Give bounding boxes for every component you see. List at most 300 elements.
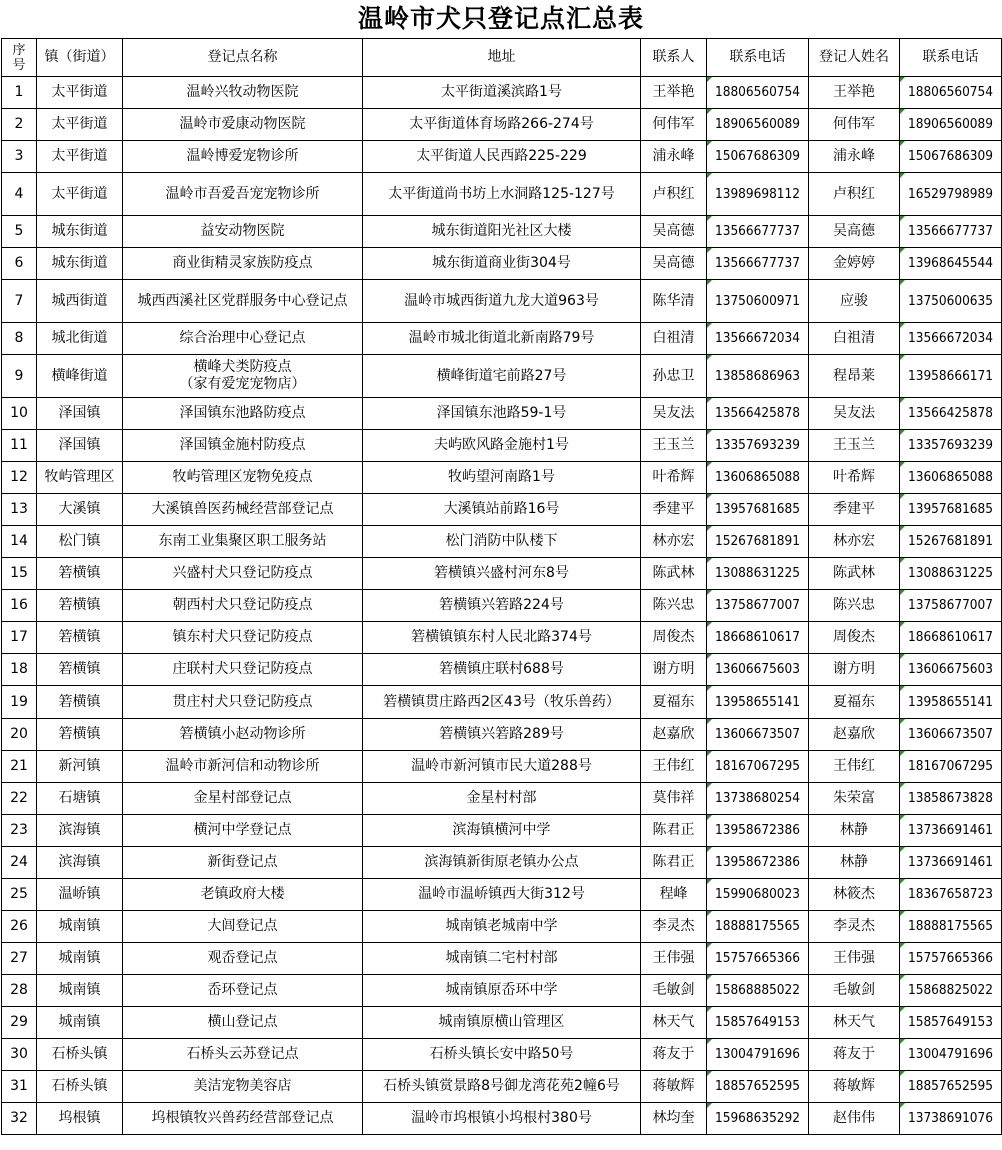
registrar-name-cell: 赵伟伟 [809,1103,900,1135]
registrar-phone-cell: 18367658723 [900,879,1002,911]
seq-cell: 1 [2,77,37,109]
registrar-phone-cell: 15267681891 [900,526,1002,558]
contact-phone-cell: 13088631225 [707,558,809,590]
registrar-phone-cell: 15857649153 [900,1007,1002,1039]
address-cell: 箬横镇庄联村688号 [363,654,641,686]
address-cell: 石桥头镇长安中路50号 [363,1039,641,1071]
table-row [2,248,1002,280]
town-cell: 坞根镇 [37,1103,123,1135]
registrar-name-cell: 王伟红 [809,751,900,783]
site-name-cell: 贯庄村犬只登记防疫点 [123,686,363,719]
table-row [2,430,1002,462]
site-name-cell: 横山登记点 [123,1007,363,1039]
town-cell: 城北街道 [37,323,123,355]
site-name-cell: 朝西村犬只登记防疫点 [123,590,363,622]
town-cell: 石桥头镇 [37,1071,123,1103]
contact-cell: 夏福东 [641,686,707,719]
site-name-cell: 横河中学登记点 [123,815,363,847]
address-cell: 太平街道溪滨路1号 [363,77,641,109]
contact-phone-cell: 13566677737 [707,216,809,248]
contact-phone-cell: 13989698112 [707,173,809,216]
registrar-phone-cell: 13357693239 [900,430,1002,462]
address-cell: 温岭市坞根镇小坞根村380号 [363,1103,641,1135]
contact-phone-cell: 15067686309 [707,141,809,173]
town-cell: 城南镇 [37,943,123,975]
table-row [2,1071,1002,1103]
header-row [2,39,1002,77]
contact-phone-cell: 13750600971 [707,280,809,323]
registrar-phone-cell: 13958655141 [900,686,1002,719]
contact-phone-cell: 13958672386 [707,847,809,879]
seq-cell: 16 [2,590,37,622]
table-row [2,398,1002,430]
town-cell: 滨海镇 [37,847,123,879]
address-cell: 城南镇原岙环中学 [363,975,641,1007]
address-cell: 温岭市城北街道北新南路79号 [363,323,641,355]
registrar-phone-cell: 13736691461 [900,815,1002,847]
seq-cell: 14 [2,526,37,558]
site-name-cell: 温岭博爱宠物诊所 [123,141,363,173]
contact-cell: 王伟红 [641,751,707,783]
site-name-cell: 美洁宠物美容店 [123,1071,363,1103]
town-cell: 太平街道 [37,141,123,173]
registrar-phone-cell: 15757665366 [900,943,1002,975]
table-row [2,280,1002,323]
town-cell: 箬横镇 [37,558,123,590]
contact-cell: 孙忠卫 [641,355,707,398]
town-cell: 大溪镇 [37,494,123,526]
seq-cell: 17 [2,622,37,654]
registrar-phone-cell: 13968645544 [900,248,1002,280]
seq-cell: 3 [2,141,37,173]
registrar-name-cell: 吴高德 [809,216,900,248]
seq-cell: 26 [2,911,37,943]
site-name-cell: 观岙登记点 [123,943,363,975]
registrar-name-cell: 李灵杰 [809,911,900,943]
contact-cell: 周俊杰 [641,622,707,654]
contact-cell: 吴高德 [641,216,707,248]
site-name-cell: 石桥头云苏登记点 [123,1039,363,1071]
registrar-name-cell: 王伟强 [809,943,900,975]
registrar-phone-cell: 13606675603 [900,654,1002,686]
site-name-cell: 横峰犬类防疫点 （家有爱宠宠物店） [123,355,363,398]
contact-phone-cell: 13758677007 [707,590,809,622]
registrar-name-cell: 王举艳 [809,77,900,109]
registrar-phone-cell: 13736691461 [900,847,1002,879]
table-row [2,719,1002,751]
seq-cell: 27 [2,943,37,975]
site-name-cell: 温岭市吾爱吾宠宠物诊所 [123,173,363,216]
site-name-cell: 大溪镇兽医药械经营部登记点 [123,494,363,526]
town-cell: 城南镇 [37,975,123,1007]
table-row [2,355,1002,398]
address-cell: 泽国镇东池路59-1号 [363,398,641,430]
contact-phone-cell: 15868885022 [707,975,809,1007]
contact-phone-cell: 13566677737 [707,248,809,280]
contact-cell: 毛敏剑 [641,975,707,1007]
registration-table [1,38,1002,1135]
contact-phone-cell: 18888175565 [707,911,809,943]
contact-cell: 林天气 [641,1007,707,1039]
registrar-phone-cell: 16529798989 [900,173,1002,216]
contact-cell: 谢方明 [641,654,707,686]
registrar-name-cell: 王玉兰 [809,430,900,462]
registrar-name-cell: 谢方明 [809,654,900,686]
contact-cell: 程峰 [641,879,707,911]
contact-phone-cell: 13738680254 [707,783,809,815]
registrar-name-cell: 林静 [809,815,900,847]
seq-cell: 31 [2,1071,37,1103]
table-row [2,462,1002,494]
seq-cell: 32 [2,1103,37,1135]
town-cell: 箬横镇 [37,719,123,751]
registrar-name-cell: 林筱杰 [809,879,900,911]
registrar-phone-cell: 13566672034 [900,323,1002,355]
town-cell: 城南镇 [37,1007,123,1039]
contact-cell: 林均奎 [641,1103,707,1135]
contact-cell: 陈君正 [641,847,707,879]
contact-cell: 吴友法 [641,398,707,430]
registrar-name-cell: 赵嘉欣 [809,719,900,751]
contact-phone-cell: 13606673507 [707,719,809,751]
seq-cell: 22 [2,783,37,815]
header-contact: 联系人 [641,39,707,77]
contact-phone-cell: 18668610617 [707,622,809,654]
table-row [2,654,1002,686]
header-town: 镇（街道） [37,39,123,77]
table-row [2,323,1002,355]
site-name-cell: 老镇政府大楼 [123,879,363,911]
contact-phone-cell: 15968635292 [707,1103,809,1135]
registrar-phone-cell: 13004791696 [900,1039,1002,1071]
seq-cell: 13 [2,494,37,526]
site-name-cell: 城西西溪社区党群服务中心登记点 [123,280,363,323]
address-cell: 夫屿欧风路金施村1号 [363,430,641,462]
table-row [2,526,1002,558]
contact-cell: 季建平 [641,494,707,526]
header-registrar-name: 登记人姓名 [809,39,900,77]
contact-cell: 王玉兰 [641,430,707,462]
seq-cell: 29 [2,1007,37,1039]
registrar-name-cell: 林亦宏 [809,526,900,558]
table-row [2,173,1002,216]
table-row [2,77,1002,109]
town-cell: 温峤镇 [37,879,123,911]
registrar-phone-cell: 13958666171 [900,355,1002,398]
contact-phone-cell: 13004791696 [707,1039,809,1071]
address-cell: 箬横镇镇东村人民北路374号 [363,622,641,654]
contact-cell: 王伟强 [641,943,707,975]
table-row [2,975,1002,1007]
table-body [2,77,1002,1135]
registrar-phone-cell: 13088631225 [900,558,1002,590]
contact-phone-cell: 13957681685 [707,494,809,526]
contact-cell: 林亦宏 [641,526,707,558]
site-name-cell: 温岭兴牧动物医院 [123,77,363,109]
registrar-name-cell: 林静 [809,847,900,879]
registrar-name-cell: 金婷婷 [809,248,900,280]
contact-cell: 浦永峰 [641,141,707,173]
registrar-name-cell: 卢积红 [809,173,900,216]
seq-cell: 9 [2,355,37,398]
site-name-cell: 东南工业集聚区职工服务站 [123,526,363,558]
town-cell: 松门镇 [37,526,123,558]
contact-cell: 陈武林 [641,558,707,590]
address-cell: 箬横镇贯庄路西2区43号（牧乐兽药） [363,686,641,719]
contact-cell: 蒋友于 [641,1039,707,1071]
registrar-phone-cell: 18857652595 [900,1071,1002,1103]
table-row [2,558,1002,590]
registrar-phone-cell: 13750600635 [900,280,1002,323]
address-cell: 横峰街道宅前路27号 [363,355,641,398]
table-row [2,783,1002,815]
town-cell: 城南镇 [37,911,123,943]
registrar-name-cell: 季建平 [809,494,900,526]
page-title: 温岭市犬只登记点汇总表 [357,4,644,33]
site-name-cell: 兴盛村犬只登记防疫点 [123,558,363,590]
town-cell: 太平街道 [37,173,123,216]
table-row [2,815,1002,847]
table-row [2,1007,1002,1039]
site-name-cell: 庄联村犬只登记防疫点 [123,654,363,686]
registrar-phone-cell: 13858673828 [900,783,1002,815]
header-registrar-phone: 联系电话 [900,39,1002,77]
header-seq: 序 号 [2,39,37,77]
contact-phone-cell: 13566672034 [707,323,809,355]
seq-cell: 25 [2,879,37,911]
town-cell: 箬横镇 [37,654,123,686]
registrar-name-cell: 蒋友于 [809,1039,900,1071]
address-cell: 城东街道阳光社区大楼 [363,216,641,248]
contact-phone-cell: 13958655141 [707,686,809,719]
contact-cell: 吴高德 [641,248,707,280]
town-cell: 太平街道 [37,77,123,109]
address-cell: 太平街道体育场路266-274号 [363,109,641,141]
address-cell: 金星村村部 [363,783,641,815]
contact-cell: 何伟军 [641,109,707,141]
contact-phone-cell: 18806560754 [707,77,809,109]
town-cell: 牧屿管理区 [37,462,123,494]
header-contact-phone: 联系电话 [707,39,809,77]
contact-cell: 王举艳 [641,77,707,109]
registrar-phone-cell: 13957681685 [900,494,1002,526]
seq-cell: 10 [2,398,37,430]
address-cell: 太平街道人民西路225-229 [363,141,641,173]
seq-cell: 15 [2,558,37,590]
address-cell: 箬横镇兴箬路289号 [363,719,641,751]
address-cell: 滨海镇新街原老镇办公点 [363,847,641,879]
contact-phone-cell: 18167067295 [707,751,809,783]
town-cell: 滨海镇 [37,815,123,847]
site-name-cell: 泽国镇金施村防疫点 [123,430,363,462]
table-row [2,943,1002,975]
town-cell: 新河镇 [37,751,123,783]
seq-cell: 30 [2,1039,37,1071]
seq-cell: 21 [2,751,37,783]
seq-cell: 24 [2,847,37,879]
seq-cell: 19 [2,686,37,719]
town-cell: 箬横镇 [37,590,123,622]
contact-cell: 陈君正 [641,815,707,847]
address-cell: 箬横镇兴箬路224号 [363,590,641,622]
registrar-name-cell: 程昂莱 [809,355,900,398]
contact-phone-cell: 18906560089 [707,109,809,141]
seq-cell: 7 [2,280,37,323]
address-cell: 城南镇老城南中学 [363,911,641,943]
site-name-cell: 金星村部登记点 [123,783,363,815]
registrar-name-cell: 陈兴忠 [809,590,900,622]
site-name-cell: 温岭市新河信和动物诊所 [123,751,363,783]
address-cell: 大溪镇站前路16号 [363,494,641,526]
registrar-phone-cell: 13758677007 [900,590,1002,622]
table-row [2,686,1002,719]
town-cell: 石塘镇 [37,783,123,815]
registrar-name-cell: 何伟军 [809,109,900,141]
registrar-phone-cell: 18167067295 [900,751,1002,783]
registrar-name-cell: 毛敏剑 [809,975,900,1007]
table-row [2,494,1002,526]
registrar-name-cell: 周俊杰 [809,622,900,654]
contact-cell: 陈兴忠 [641,590,707,622]
town-cell: 箬横镇 [37,686,123,719]
registrar-phone-cell: 18888175565 [900,911,1002,943]
seq-cell: 12 [2,462,37,494]
registrar-name-cell: 应骏 [809,280,900,323]
address-cell: 城南镇二宅村村部 [363,943,641,975]
site-name-cell: 泽国镇东池路防疫点 [123,398,363,430]
seq-cell: 23 [2,815,37,847]
registrar-name-cell: 夏福东 [809,686,900,719]
address-cell: 太平街道尚书坊上水洞路125-127号 [363,173,641,216]
registrar-name-cell: 朱荣富 [809,783,900,815]
site-name-cell: 商业街精灵家族防疫点 [123,248,363,280]
contact-phone-cell: 15990680023 [707,879,809,911]
header-address: 地址 [363,39,641,77]
registrar-name-cell: 吴友法 [809,398,900,430]
address-cell: 箬横镇兴盛村河东8号 [363,558,641,590]
contact-cell: 白祖清 [641,323,707,355]
site-name-cell: 综合治理中心登记点 [123,323,363,355]
contact-phone-cell: 15757665366 [707,943,809,975]
contact-phone-cell: 15857649153 [707,1007,809,1039]
seq-cell: 5 [2,216,37,248]
table-row [2,847,1002,879]
site-name-cell: 温岭市爱康动物医院 [123,109,363,141]
town-cell: 太平街道 [37,109,123,141]
town-cell: 箬横镇 [37,622,123,654]
contact-cell: 李灵杰 [641,911,707,943]
contact-cell: 陈华清 [641,280,707,323]
address-cell: 松门消防中队楼下 [363,526,641,558]
site-name-cell: 岙环登记点 [123,975,363,1007]
town-cell: 城东街道 [37,216,123,248]
address-cell: 城南镇原横山管理区 [363,1007,641,1039]
site-name-cell: 牧屿管理区宠物免疫点 [123,462,363,494]
registrar-phone-cell: 13606673507 [900,719,1002,751]
contact-phone-cell: 13566425878 [707,398,809,430]
registrar-phone-cell: 18668610617 [900,622,1002,654]
registrar-name-cell: 浦永峰 [809,141,900,173]
seq-cell: 18 [2,654,37,686]
header-site-name: 登记点名称 [123,39,363,77]
contact-cell: 卢积红 [641,173,707,216]
site-name-cell: 箬横镇小赵动物诊所 [123,719,363,751]
registrar-phone-cell: 15868825022 [900,975,1002,1007]
address-cell: 牧屿望河南路1号 [363,462,641,494]
contact-cell: 蒋敏辉 [641,1071,707,1103]
registrar-name-cell: 叶希辉 [809,462,900,494]
contact-phone-cell: 18857652595 [707,1071,809,1103]
site-name-cell: 大闾登记点 [123,911,363,943]
contact-phone-cell: 13858686963 [707,355,809,398]
table-row [2,1103,1002,1135]
table-row [2,216,1002,248]
site-name-cell: 坞根镇牧兴兽药经营部登记点 [123,1103,363,1135]
seq-cell: 20 [2,719,37,751]
table-row [2,109,1002,141]
address-cell: 城东街道商业街304号 [363,248,641,280]
table-row [2,1039,1002,1071]
address-cell: 滨海镇横河中学 [363,815,641,847]
seq-cell: 8 [2,323,37,355]
seq-cell: 28 [2,975,37,1007]
contact-cell: 叶希辉 [641,462,707,494]
registrar-phone-cell: 13566425878 [900,398,1002,430]
registrar-phone-cell: 13566677737 [900,216,1002,248]
town-cell: 泽国镇 [37,398,123,430]
seq-cell: 11 [2,430,37,462]
seq-cell: 2 [2,109,37,141]
table-row [2,911,1002,943]
contact-cell: 赵嘉欣 [641,719,707,751]
contact-phone-cell: 15267681891 [707,526,809,558]
address-cell: 温岭市城西街道九龙大道963号 [363,280,641,323]
registrar-name-cell: 林天气 [809,1007,900,1039]
contact-phone-cell: 13958672386 [707,815,809,847]
registrar-name-cell: 白祖清 [809,323,900,355]
registrar-phone-cell: 18806560754 [900,77,1002,109]
address-cell: 石桥头镇赏景路8号御龙湾花苑2幢6号 [363,1071,641,1103]
table-row [2,141,1002,173]
contact-phone-cell: 13606865088 [707,462,809,494]
registrar-name-cell: 蒋敏辉 [809,1071,900,1103]
site-name-cell: 新街登记点 [123,847,363,879]
registrar-phone-cell: 15067686309 [900,141,1002,173]
town-cell: 泽国镇 [37,430,123,462]
town-cell: 城东街道 [37,248,123,280]
registrar-phone-cell: 13738691076 [900,1103,1002,1135]
site-name-cell: 镇东村犬只登记防疫点 [123,622,363,654]
address-cell: 温岭市新河镇市民大道288号 [363,751,641,783]
contact-cell: 莫伟祥 [641,783,707,815]
town-cell: 城西街道 [37,280,123,323]
contact-phone-cell: 13357693239 [707,430,809,462]
registrar-name-cell: 陈武林 [809,558,900,590]
contact-phone-cell: 13606675603 [707,654,809,686]
seq-cell: 6 [2,248,37,280]
registrar-phone-cell: 18906560089 [900,109,1002,141]
table-row [2,622,1002,654]
table-row [2,751,1002,783]
town-cell: 横峰街道 [37,355,123,398]
address-cell: 温岭市温峤镇西大街312号 [363,879,641,911]
site-name-cell: 益安动物医院 [123,216,363,248]
seq-cell: 4 [2,173,37,216]
table-row [2,590,1002,622]
registrar-phone-cell: 13606865088 [900,462,1002,494]
table-row [2,879,1002,911]
town-cell: 石桥头镇 [37,1039,123,1071]
